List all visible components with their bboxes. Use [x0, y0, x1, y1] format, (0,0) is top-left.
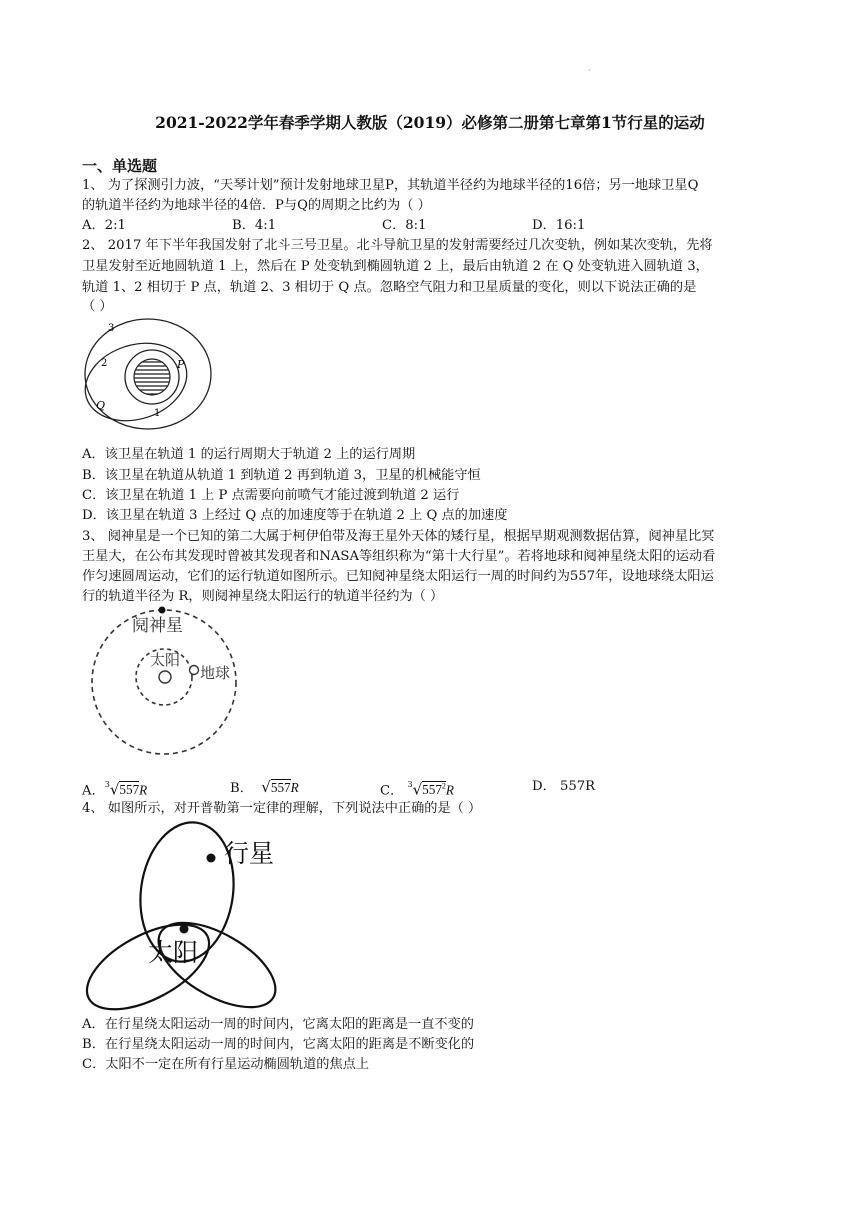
label-orbit1: 1 — [154, 408, 161, 419]
earth-marker — [190, 666, 199, 675]
q1-option-d[interactable]: D．16:1 — [532, 218, 586, 233]
q3-line2: 王星大，在公布其发现时曾被其发现者和NASA等组织称为“第十大行星”。若将地球和阋神星绕太阳的运动看 — [82, 549, 716, 564]
label-q: Q — [96, 399, 106, 412]
q3-option-b-prefix: B． — [230, 781, 253, 796]
q3-option-b-radicand: 557 — [270, 780, 291, 795]
q3-option-c-var: R — [445, 782, 454, 798]
page-title: 2021-2022学年春季学期人教版（2019）必修第二册第七章第1节行星的运动 — [155, 113, 705, 132]
q3-option-c[interactable]: C． $^3√557^2R$ — [380, 780, 454, 799]
q2-option-b[interactable]: B．该卫星在轨道从轨道 1 到轨道 2 再到轨道 3，卫星的机械能守恒 — [82, 468, 481, 483]
q4-option-a[interactable]: A．在行星绕太阳运动一周的时间内，它离太阳的距离是一直不变的 — [82, 1017, 474, 1032]
q2-line4: （ ） — [82, 299, 113, 314]
q2-orbit-figure — [82, 316, 217, 432]
q2-option-d[interactable]: D．该卫星在轨道 3 上经过 Q 点的加速度等于在轨道 2 上 Q 点的加速度 — [82, 508, 508, 523]
q3-option-b[interactable]: B． √557R — [230, 778, 299, 796]
label-planet: 行星 — [224, 839, 275, 868]
q2-line2: 卫星发射至近地圆轨道 1 上，然后在 P 处变轨到椭圆轨道 2 上，最后由轨道 2 在 Q 处变轨进入圆轨道 3， — [82, 259, 709, 274]
q3-option-c-prefix: C． — [380, 783, 404, 799]
q1-line2: 的轨道半径约为地球半径的4倍．P与Q的周期之比约为（ ） — [82, 198, 431, 213]
header-mark: · — [588, 66, 591, 75]
q2-line1: 2、 2017 年下半年我国发射了北斗三号卫星。北斗导航卫星的发射需要经过几次变轨，例如某次变轨，先将 — [82, 238, 713, 253]
q2-option-a[interactable]: A．该卫星在轨道 1 的运行周期大于轨道 2 上的运行周期 — [82, 447, 416, 462]
q1-line1: 1、 为了探测引力波，“天琴计划”预计发射地球卫星P，其轨道半径约为地球半径的16倍；另一地球卫星Q — [82, 178, 699, 193]
sun-marker — [180, 925, 189, 934]
q2-option-c[interactable]: C．该卫星在轨道 1 上 P 点需要向前喷气才能过渡到轨道 2 运行 — [82, 488, 460, 503]
q3-option-c-radicand-group — [422, 781, 446, 797]
section-title: 一、单选题 — [82, 157, 158, 175]
q3-option-a-index: 3 — [104, 780, 110, 789]
q4-option-c[interactable]: C．太阳不一定在所有行星运动椭圆轨道的焦点上 — [82, 1057, 370, 1072]
q3-orbit-figure — [88, 604, 248, 758]
label-eris: 阋神星 — [132, 616, 183, 636]
q1-option-b[interactable]: B．4:1 — [232, 218, 277, 233]
q4-kepler-figure — [84, 818, 294, 1018]
q3-option-a[interactable]: A．$^3$√557R — [82, 780, 148, 799]
planet-marker — [207, 854, 216, 863]
q2-line3: 轨道 1、2 相切于 P 点，轨道 2、3 相切于 Q 点。忽略空气阻力和卫星质量的变化，则以下说法正确的是 — [82, 280, 697, 295]
sun-marker — [159, 671, 171, 683]
q3-option-b-var: R — [290, 780, 299, 795]
q3-line1: 3、 阋神星是一个已知的第二大属于柯伊伯带及海王星外天体的矮行星，根据早期观测数据估算，阋神星比冥 — [82, 529, 715, 544]
q1-option-c[interactable]: C．8:1 — [382, 218, 427, 233]
q3-line3: 作匀速圆周运动，它们的运行轨道如图所示。已知阋神星绕太阳运行一周的时间约为557年，设地球绕太阳运 — [82, 569, 714, 584]
label-sun: 太阳 — [148, 938, 199, 967]
q3-option-a-radicand: 557 — [119, 782, 140, 798]
eris-marker — [159, 607, 166, 614]
q3-option-c-exp: 2 — [441, 782, 446, 791]
label-earth: 地球 — [200, 664, 231, 682]
q3-option-c-index: 3 — [407, 780, 413, 789]
label-orbit3: 3 — [108, 323, 115, 334]
q3-option-c-radicand: 557 — [422, 782, 442, 798]
q4-option-b[interactable]: B．在行星绕太阳运动一周的时间内，它离太阳的距离是不断变化的 — [82, 1037, 475, 1052]
q3-line4: 行的轨道半径为 R，则阋神星绕太阳运行的轨道半径约为（ ） — [82, 589, 444, 604]
q3-option-a-var: R — [139, 782, 148, 798]
q1-option-a[interactable]: A．2:1 — [82, 218, 126, 233]
q4-line1: 4、 如图所示，对开普勒第一定律的理解，下列说法中正确的是（ ） — [82, 801, 482, 816]
earth-disk — [134, 359, 170, 395]
q3-option-a-prefix: A． — [82, 783, 105, 799]
q3-options — [82, 775, 702, 799]
q3-option-d[interactable]: D． 557R — [532, 779, 596, 794]
label-orbit2: 2 — [101, 358, 108, 369]
label-sun: 太阳 — [150, 651, 181, 669]
label-p: P — [177, 358, 185, 371]
